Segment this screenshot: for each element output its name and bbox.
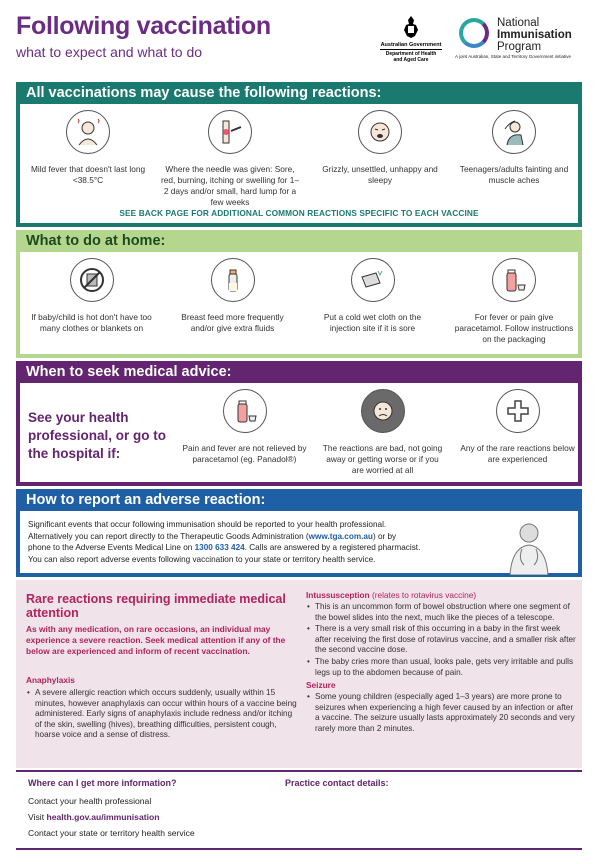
footer-bottom-divider	[16, 848, 582, 850]
home-heading: What to do at home:	[26, 233, 166, 249]
page-title: Following vaccination	[16, 12, 271, 40]
footer-line-2	[28, 812, 159, 822]
nip-logo	[455, 14, 590, 66]
info-heading: Where can I get more information?	[28, 778, 177, 788]
no-extra-clothes-icon	[70, 258, 114, 302]
australian-government-logo	[380, 14, 442, 63]
nip-line1: National	[497, 17, 540, 29]
report-line-1: Significant events that occur following immunisation should be reported to your health professional.	[28, 520, 387, 529]
reaction-item	[320, 110, 440, 186]
reaction-text: Mild fever that doesn't last long <38.5°C	[30, 164, 146, 185]
reaction-item	[160, 110, 300, 208]
medical-heading: When to seek medical advice:	[26, 364, 232, 380]
reaction-text: Where the needle was given: Sore, red, burning, itching or swelling for 1–2 days and/or small, hard lump for a few weeks	[161, 164, 299, 207]
fever-child-icon	[66, 110, 110, 154]
intussusception-title	[306, 590, 576, 600]
list-item: • A severe allergic reaction which occurs suddenly, usually within 15 minutes, however anaphylaxis can occur within hours of a vaccine being administered. Early signs of anaphylaxis include redness and/or itching of the skin, swelling (hives), breathing difficulties, persistent cough, hoarse voice and a sense of distress.	[26, 688, 298, 741]
footer-line-1: Contact your health professional	[28, 796, 152, 806]
medical-text: Pain and fever are not relieved by paracetamol (eg. Panadol®)	[182, 443, 307, 464]
medical-section	[16, 361, 582, 486]
tga-link[interactable]: www.tga.com.au	[308, 531, 373, 541]
medical-item	[320, 389, 445, 476]
cold-cloth-icon	[351, 258, 395, 302]
intussusception-note: (relates to rotavirus vaccine)	[371, 590, 477, 600]
reactions-heading: All vaccinations may cause the following reactions:	[26, 85, 382, 101]
seizure-list	[306, 692, 576, 734]
page-subtitle: what to expect and what to do	[16, 44, 203, 60]
fainting-teen-icon	[492, 110, 536, 154]
reaction-item	[452, 110, 576, 186]
anaphylaxis-title: Anaphylaxis	[26, 675, 75, 685]
report-line-2b: ) or by	[372, 531, 397, 541]
home-item	[170, 258, 295, 334]
medicine-bottle-icon	[223, 389, 267, 433]
nip-ring-icon	[459, 18, 489, 48]
home-text: If baby/child is hot don't have too many clothes or blankets on	[31, 312, 152, 333]
home-text: For fever or pain give paracetamol. Follow instructions on the packaging	[454, 312, 574, 344]
report-line-3	[28, 542, 570, 554]
list-item: • Some young children (especially aged 1–3 years) are more prone to seizures when experiencing a high fever caused by an infection or after a vaccine. The seizure usually lasts approximately 20 seconds and very rarely more than 2 minutes.	[306, 692, 576, 734]
footer-visit-label: Visit	[28, 812, 47, 822]
nip-line3: Program	[497, 41, 542, 53]
home-item	[450, 258, 578, 345]
home-text: Put a cold wet cloth on the injection site if it is sore	[323, 312, 422, 333]
reactions-section	[16, 82, 582, 227]
reaction-text: Grizzly, unsettled, unhappy and sleepy	[322, 164, 438, 185]
crying-baby-icon	[358, 110, 402, 154]
report-body	[20, 511, 578, 573]
medical-item	[182, 389, 307, 465]
health-professional-icon	[500, 517, 558, 575]
footer-line-3: Contact your state or territory health service	[28, 828, 195, 838]
immunisation-link[interactable]: health.gov.au/immunisation	[46, 812, 160, 822]
report-heading: How to report an adverse reaction:	[26, 492, 266, 508]
list-item: • This is an uncommon form of bowel obstruction where one segment of the bowel slides into the next, much like the pieces of a telescope.	[306, 602, 576, 623]
rare-heading: Rare reactions requiring immediate medical attention	[26, 592, 286, 620]
medical-body	[20, 383, 578, 482]
report-line-3b: . Calls are answered by a registered pharmacist.	[244, 543, 421, 552]
rare-right-column	[306, 590, 576, 736]
report-line-2	[28, 531, 570, 543]
report-line-3a: phone to the Adverse Events Medical Line on	[28, 543, 195, 552]
medical-text: The reactions are bad, not going away or getting worse or if you are worried at all	[322, 443, 443, 475]
worried-child-icon	[361, 389, 405, 433]
home-text: Breast feed more frequently and/or give extra fluids	[181, 312, 284, 333]
reaction-text: Teenagers/adults fainting and muscle aches	[459, 164, 569, 185]
intussusception-title-text: Intussusception	[306, 590, 370, 600]
medical-item	[460, 389, 575, 465]
gov-logo-line3: and Aged Care	[393, 57, 429, 63]
nip-joint-text: A joint Australian, State and Territory Government initiative	[455, 54, 571, 59]
home-body	[20, 252, 578, 354]
home-item	[24, 258, 159, 334]
nip-name	[497, 17, 572, 53]
rare-reactions-panel	[16, 580, 582, 768]
report-line-2a: Alternatively you can report directly to the Therapeutic Goods Administration (	[28, 531, 309, 541]
gov-logo-line2: Department of Health	[380, 49, 442, 57]
medical-lead: See your health professional, or go to the hospital if:	[28, 410, 167, 461]
list-item: • There is a very small risk of this occurring in a baby in the first week after receiving the first dose of rotavirus vaccine, and a smaller risk after the second vaccine dose.	[306, 624, 576, 656]
home-item	[310, 258, 435, 334]
gov-logo-line1: Australian Government	[380, 42, 442, 48]
injection-arm-icon	[208, 110, 252, 154]
medical-text: Any of the rare reactions below are experienced	[460, 443, 575, 464]
intussusception-list	[306, 602, 576, 678]
practice-heading: Practice contact details:	[285, 778, 389, 788]
paracetamol-icon	[492, 258, 536, 302]
back-page-note: SEE BACK PAGE FOR ADDITIONAL COMMON REACTIONS SPECIFIC TO EACH VACCINE	[119, 208, 479, 218]
footer-divider	[16, 770, 582, 772]
medical-cross-icon	[496, 389, 540, 433]
rare-intro: As with any medication, on rare occasions, an individual may experience a severe reaction. Seek medical attention if any of the below are experienced and inform of recent vaccination.	[26, 624, 286, 656]
reaction-item	[28, 110, 148, 186]
nip-line2: Immunisation	[497, 29, 572, 41]
seizure-title: Seizure	[306, 680, 336, 691]
reactions-body	[20, 104, 578, 223]
coat-of-arms-icon	[398, 14, 424, 40]
adverse-events-phone: 1300 633 424	[194, 543, 245, 552]
list-item: • The baby cries more than usual, looks pale, gets very irritable and pulls legs up to the abdomen because of pain.	[306, 657, 576, 678]
home-section	[16, 230, 582, 358]
bottle-fluids-icon	[211, 258, 255, 302]
report-section	[16, 489, 582, 577]
anaphylaxis-block	[26, 675, 298, 742]
anaphylaxis-list	[26, 688, 298, 741]
report-line-4: You can also report adverse events following vaccination to your state or territory health service.	[28, 554, 376, 564]
